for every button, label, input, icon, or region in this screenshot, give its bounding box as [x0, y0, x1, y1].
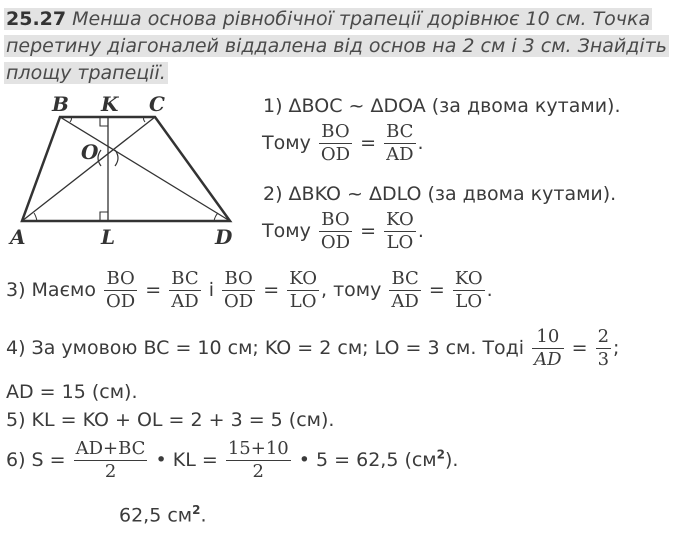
fraction: $\frac{KO}{LO}$ [454, 268, 483, 312]
step-4: 4) За умовою BC = 10 см; KO = 2 см; LO = 3 см. Тоді $\frac{10}{AD}$ = $\frac{2}{3}$ ; [6, 326, 620, 370]
label-a: A [10, 225, 26, 249]
fraction: $\frac{2}{3}$ [597, 326, 610, 370]
fraction: $\frac{BO}{OD}$ [320, 121, 351, 165]
label-o: O [81, 140, 99, 164]
step-1: 1) ΔBOC ~ ΔDOA (за двома кутами). [263, 95, 621, 117]
fraction: $\frac{KO}{LO}$ [289, 268, 317, 312]
step-1-ratio: Тому $\frac{BO}{OD}$ = $\frac{BC}{AD}$ . [262, 121, 424, 165]
answer: 62,5 $см^2$. [119, 503, 207, 527]
fraction: $\frac{KO}{LO}$ [386, 209, 414, 253]
label-c: C [149, 92, 165, 116]
fraction: $\frac{BC}{AD}$ [386, 121, 414, 165]
label-l: L [101, 225, 116, 249]
problem-line-3 [4, 60, 168, 86]
trapezoid-outline [22, 117, 230, 221]
fraction: $\frac{15+10}{2}$ [227, 438, 289, 482]
fraction: $\frac{AD+BC}{2}$ [75, 438, 146, 482]
fraction: $\frac{BC}{AD}$ [171, 268, 199, 312]
fraction: $\frac{BO}{OD}$ [320, 209, 351, 253]
step-3: 3) Маємо $\frac{BO}{OD}$ = $\frac{BC}{AD}$ і $\frac{BO}{OD}$ = $\frac{KO}{LO}$ , тому $\frac{BC}{AD}$ = $\frac{KO}{LO}$ . [6, 268, 493, 312]
step-2-ratio: Тому $\frac{BO}{OD}$ = $\frac{KO}{LO}$ . [262, 209, 424, 253]
step-2-text: ΔBKO ~ ΔDLO (за двома кутами). [288, 183, 617, 205]
diagonal-bd [60, 117, 230, 221]
problem-number: 25.27 [6, 8, 67, 30]
fraction: $\frac{BO}{OD}$ [106, 268, 136, 312]
problem-line-2 [4, 33, 669, 59]
fraction: $\frac{BC}{AD}$ [391, 268, 419, 312]
problem-line-1 [4, 6, 652, 32]
label-k: K [101, 92, 119, 116]
fraction: $\frac{BO}{OD}$ [224, 268, 254, 312]
right-angle-l [100, 212, 108, 221]
label-b: B [52, 92, 69, 116]
trapezoid-figure [0, 88, 250, 253]
step-4-result: AD = 15 (см). [6, 381, 138, 403]
step-2: 2) ΔBKO ~ ΔDLO (за двома кутами). [263, 183, 617, 205]
step-5: 5) KL = KO + OL = 2 + 3 = 5 (см). [6, 409, 335, 431]
step-6: 6) S = $\frac{AD+BC}{2}$ • KL = $\frac{15+10}{2}$ • 5 = 62,5 $(см^2)$. [6, 438, 459, 482]
label-d: D [215, 225, 233, 249]
problem-text-3: площу трапеції. [6, 62, 166, 84]
problem-text-2: перетину діагоналей віддалена від основ на 2 см і 3 см. Знайдіть [6, 35, 667, 57]
fraction: $\frac{10}{AD}$ [534, 326, 562, 370]
step-1-text: ΔBOC ~ ΔDOA (за двома кутами). [288, 95, 621, 117]
right-angle-k [100, 117, 108, 126]
problem-text-1: Менша основа рівнобічної трапеції дорівнює 10 см. Точка [72, 8, 651, 30]
